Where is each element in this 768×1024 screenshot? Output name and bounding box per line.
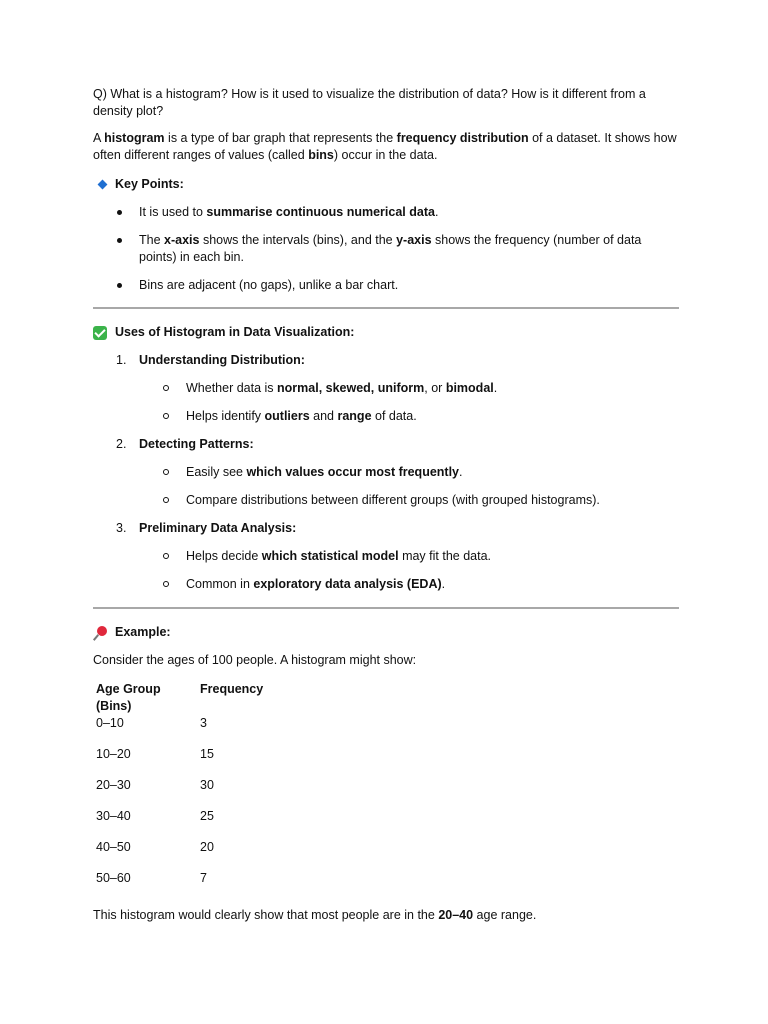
intro-text-3: of a dataset. It shows how often different ranges of values (called xyxy=(93,131,677,162)
section-divider xyxy=(93,307,679,309)
bold-text: y-axis xyxy=(396,233,432,247)
key-points-heading xyxy=(93,176,679,193)
uses-heading xyxy=(93,324,679,341)
use-item-title-row xyxy=(93,520,679,537)
text: Helps decide xyxy=(186,549,262,563)
table-header-frequency: Frequency xyxy=(200,682,264,696)
example-lead: Consider the ages of 100 people. A histogram might show: xyxy=(93,653,417,667)
text: The xyxy=(139,233,165,247)
text: , or xyxy=(424,381,446,395)
table-cell-age-group: 30–40 xyxy=(96,809,131,823)
use-item-number: 2. xyxy=(116,437,127,451)
table-cell-frequency: 15 xyxy=(200,747,214,761)
table-row xyxy=(93,870,266,901)
intro-paragraph xyxy=(93,130,679,164)
text: of data. xyxy=(371,409,417,423)
bold-text: x-axis xyxy=(164,233,200,247)
sub-list-item xyxy=(93,464,679,481)
table-row xyxy=(93,715,266,746)
table-cell-age-group: 20–30 xyxy=(96,778,131,792)
conclusion-text-1: This histogram would clearly show that most people are in the xyxy=(93,908,439,922)
text: Easily see xyxy=(186,465,247,479)
key-points-list xyxy=(93,204,679,294)
table-cell-frequency: 7 xyxy=(200,871,207,885)
table-cell-age-group: 0–10 xyxy=(96,716,124,730)
text: . xyxy=(441,577,446,591)
table-cell-frequency: 3 xyxy=(200,716,207,730)
bold-text: summarise continuous numerical data xyxy=(206,205,435,219)
conclusion-text-2: age range. xyxy=(473,908,537,922)
text: . xyxy=(459,465,463,479)
bold-text: exploratory data analysis (EDA) xyxy=(253,577,442,591)
bullet-icon xyxy=(117,210,122,215)
uses-heading-label: Uses of Histogram in Data Visualization: xyxy=(115,325,355,339)
text: Whether data is xyxy=(186,381,278,395)
use-item-number: 3. xyxy=(116,521,127,535)
use-item xyxy=(93,352,679,425)
text: shows the frequency (number of data points) in each bin. xyxy=(139,233,642,264)
table-row xyxy=(93,839,266,870)
use-item xyxy=(93,520,679,593)
use-sub-list xyxy=(93,380,679,425)
bold-text: which statistical model xyxy=(261,549,399,563)
key-points-heading-label: Key Points: xyxy=(115,177,184,191)
list-item xyxy=(93,232,679,266)
use-item-title: Understanding Distribution: xyxy=(139,353,305,367)
table-header-row xyxy=(93,679,266,715)
sub-list-item xyxy=(93,492,679,509)
intro-bold-histogram: histogram xyxy=(104,131,165,145)
bold-text: range xyxy=(337,409,372,423)
text: . xyxy=(493,381,498,395)
example-heading-label: Example: xyxy=(115,625,171,639)
section-divider xyxy=(93,607,679,609)
sub-list-item xyxy=(93,380,679,397)
example-conclusion xyxy=(93,907,679,924)
use-item-title-row xyxy=(93,436,679,453)
text: may fit the data. xyxy=(398,549,492,563)
table-cell-age-group: 50–60 xyxy=(96,871,131,885)
pushpin-icon xyxy=(93,625,115,641)
intro-text-1: A xyxy=(93,131,105,145)
document-page xyxy=(93,86,679,924)
text: shows the intervals (bins), and the xyxy=(199,233,397,247)
text: Compare distributions between different groups (with grouped histograms). xyxy=(186,493,600,507)
bold-text: normal, skewed, uniform xyxy=(277,381,425,395)
question-text: Q) What is a histogram? How is it used to visualize the distribution of data? How is it different from a density plot? xyxy=(93,87,646,118)
text: Bins are adjacent (no gaps), unlike a bar chart. xyxy=(139,278,399,292)
hollow-bullet-icon xyxy=(163,413,169,419)
bold-text: which values occur most frequently xyxy=(246,465,460,479)
hollow-bullet-icon xyxy=(163,385,169,391)
use-item-title-row xyxy=(93,352,679,369)
text: It is used to xyxy=(139,205,207,219)
table-cell-age-group: 10–20 xyxy=(96,747,131,761)
table-row xyxy=(93,777,266,808)
text: Common in xyxy=(186,577,254,591)
table-header-age-group: Age Group (Bins) xyxy=(96,682,161,713)
intro-bold-frequency-distribution: frequency distribution xyxy=(396,131,529,145)
table-row xyxy=(93,746,266,777)
list-item xyxy=(93,204,679,221)
table-cell-age-group: 40–50 xyxy=(96,840,131,854)
uses-list xyxy=(93,352,679,593)
bold-text: outliers xyxy=(264,409,310,423)
text: Helps identify xyxy=(186,409,265,423)
text: . xyxy=(434,205,439,219)
hollow-bullet-icon xyxy=(163,581,169,587)
bullet-icon xyxy=(117,238,122,243)
use-item xyxy=(93,436,679,509)
intro-text-4: ) occur in the data. xyxy=(333,148,438,162)
sub-list-item xyxy=(93,408,679,425)
check-box-icon xyxy=(93,326,115,340)
use-sub-list xyxy=(93,548,679,593)
bold-text: bimodal xyxy=(445,381,494,395)
example-heading xyxy=(93,624,679,641)
age-frequency-table xyxy=(93,679,266,901)
intro-text-2: is a type of bar graph that represents the xyxy=(164,131,397,145)
table-cell-frequency: 20 xyxy=(200,840,214,854)
use-sub-list xyxy=(93,464,679,509)
use-item-title: Preliminary Data Analysis: xyxy=(139,521,297,535)
intro-bold-bins: bins xyxy=(308,148,334,162)
use-item-number: 1. xyxy=(116,353,127,367)
blue-diamond-icon xyxy=(93,181,115,188)
text: and xyxy=(309,409,338,423)
sub-list-item xyxy=(93,576,679,593)
bullet-icon xyxy=(117,283,122,288)
table-cell-frequency: 25 xyxy=(200,809,214,823)
sub-list-item xyxy=(93,548,679,565)
hollow-bullet-icon xyxy=(163,553,169,559)
hollow-bullet-icon xyxy=(163,469,169,475)
list-item xyxy=(93,277,679,294)
use-item-title: Detecting Patterns: xyxy=(139,437,254,451)
table-row xyxy=(93,808,266,839)
conclusion-bold-range: 20–40 xyxy=(438,908,474,922)
hollow-bullet-icon xyxy=(163,497,169,503)
table-cell-frequency: 30 xyxy=(200,778,214,792)
